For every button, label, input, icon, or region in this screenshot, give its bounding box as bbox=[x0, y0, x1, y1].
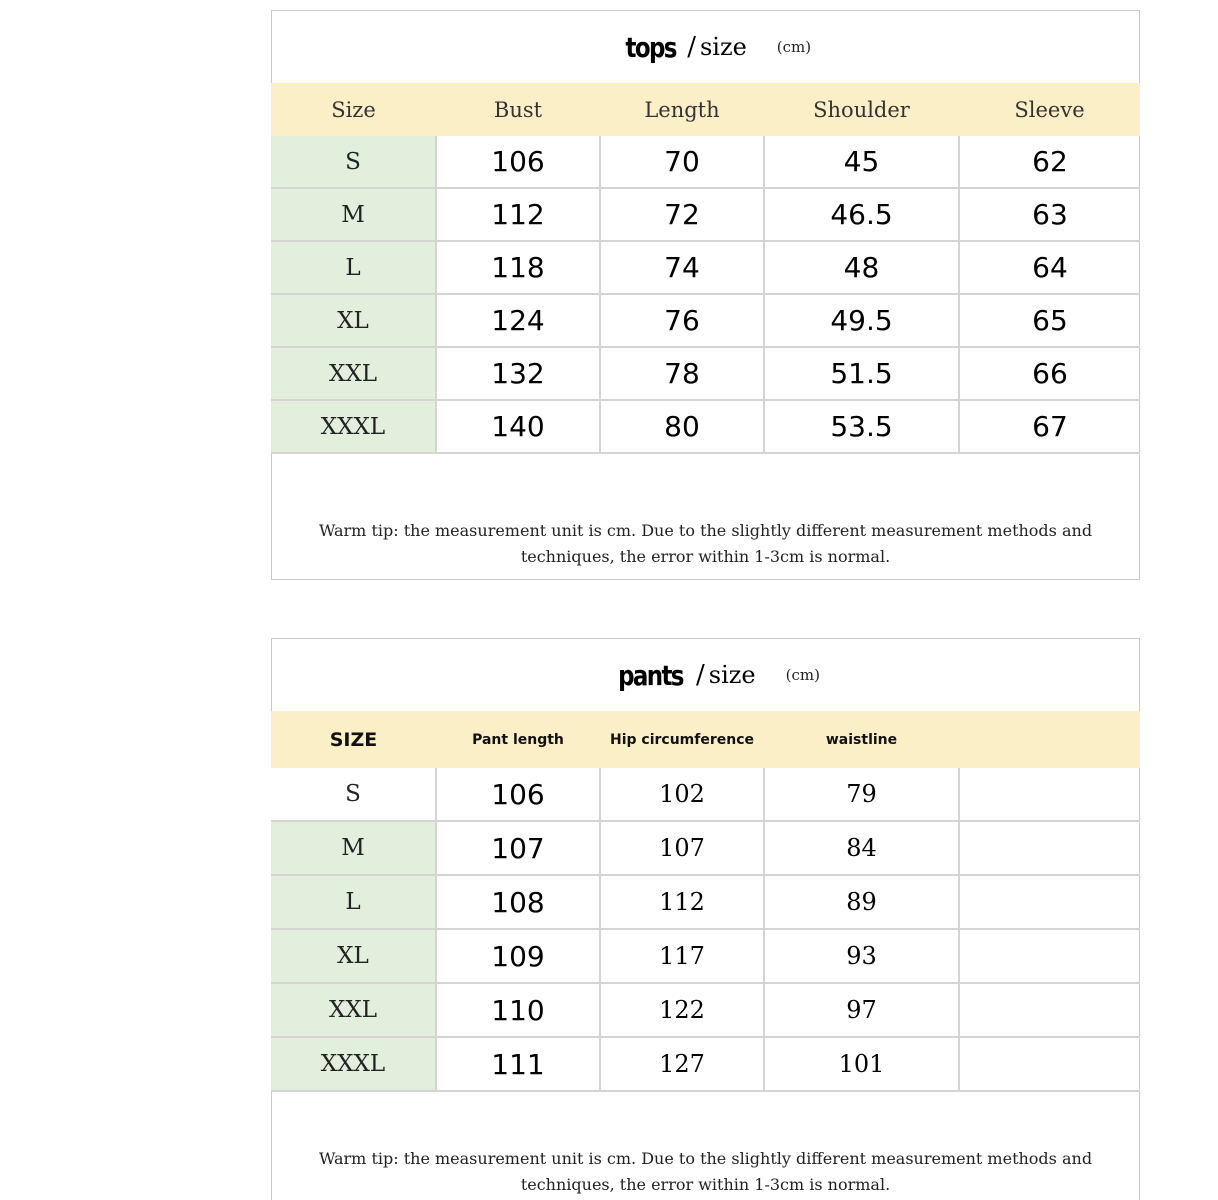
pant-length-cell: 106 bbox=[436, 768, 600, 821]
table-row bbox=[271, 875, 1140, 929]
bust-cell: 132 bbox=[436, 347, 600, 400]
size-cell: XXXL bbox=[271, 1037, 436, 1091]
length-cell: 80 bbox=[600, 400, 764, 453]
pants-title-size: size bbox=[708, 661, 756, 689]
pants-header-pant-length: Pant length bbox=[436, 711, 600, 768]
pants-title-unit: (cm) bbox=[785, 666, 820, 684]
size-cell: S bbox=[271, 768, 436, 821]
table-row bbox=[271, 188, 1140, 241]
table-row bbox=[271, 821, 1140, 875]
tops-header-shoulder: Shoulder bbox=[764, 83, 959, 136]
tops-header-size: Size bbox=[271, 83, 436, 136]
bust-cell: 118 bbox=[436, 241, 600, 294]
shoulder-cell: 45 bbox=[764, 136, 959, 188]
tops-header-bust: Bust bbox=[436, 83, 600, 136]
bust-cell: 112 bbox=[436, 188, 600, 241]
length-cell: 70 bbox=[600, 136, 764, 188]
waistline-cell: 93 bbox=[764, 929, 959, 983]
tops-title-main: tops bbox=[625, 30, 676, 64]
table-row bbox=[271, 768, 1140, 821]
size-cell: XXL bbox=[271, 347, 436, 400]
size-cell: XXXL bbox=[271, 400, 436, 453]
pants-measurement-note: Warm tip: the measurement unit is cm. Due to the slightly different measurement methods and techniques, the error within 1-3cm is normal. bbox=[318, 1149, 1093, 1194]
hip-cell: 117 bbox=[600, 929, 764, 983]
waistline-cell: 84 bbox=[764, 821, 959, 875]
pants-header-waistline: waistline bbox=[764, 711, 959, 768]
pants-header-row bbox=[271, 711, 1140, 768]
hip-cell: 122 bbox=[600, 983, 764, 1037]
tops-header-sleeve: Sleeve bbox=[959, 83, 1140, 136]
shoulder-cell: 46.5 bbox=[764, 188, 959, 241]
shoulder-cell: 48 bbox=[764, 241, 959, 294]
table-row bbox=[271, 929, 1140, 983]
pants-title-main: pants bbox=[618, 658, 683, 692]
pant-length-cell: 107 bbox=[436, 821, 600, 875]
tops-size-table bbox=[271, 83, 1140, 454]
length-cell: 78 bbox=[600, 347, 764, 400]
length-cell: 76 bbox=[600, 294, 764, 347]
shoulder-cell: 49.5 bbox=[764, 294, 959, 347]
waistline-cell: 101 bbox=[764, 1037, 959, 1091]
empty-cell bbox=[959, 1037, 1140, 1091]
waistline-cell: 89 bbox=[764, 875, 959, 929]
tops-header-row bbox=[271, 83, 1140, 136]
size-cell: L bbox=[271, 241, 436, 294]
hip-cell: 107 bbox=[600, 821, 764, 875]
tops-title-unit: (cm) bbox=[776, 38, 812, 56]
shoulder-cell: 51.5 bbox=[764, 347, 959, 400]
tops-chart-title bbox=[272, 11, 1139, 83]
pant-length-cell: 109 bbox=[436, 929, 600, 983]
tops-measurement-note: Warm tip: the measurement unit is cm. Due to the slightly different measurement methods and techniques, the error within 1-3cm is normal. bbox=[318, 521, 1093, 566]
sleeve-cell: 66 bbox=[959, 347, 1140, 400]
sleeve-cell: 62 bbox=[959, 136, 1140, 188]
table-row bbox=[271, 136, 1140, 188]
tops-size-chart bbox=[271, 10, 1140, 580]
pants-header-hip: Hip circumference bbox=[600, 711, 764, 768]
sleeve-cell: 64 bbox=[959, 241, 1140, 294]
tops-title-size: size bbox=[699, 33, 747, 61]
empty-cell bbox=[959, 768, 1140, 821]
length-cell: 74 bbox=[600, 241, 764, 294]
bust-cell: 140 bbox=[436, 400, 600, 453]
pant-length-cell: 108 bbox=[436, 875, 600, 929]
waistline-cell: 97 bbox=[764, 983, 959, 1037]
table-row bbox=[271, 400, 1140, 453]
empty-cell bbox=[959, 875, 1140, 929]
waistline-cell: 79 bbox=[764, 768, 959, 821]
size-cell: XXL bbox=[271, 983, 436, 1037]
bust-cell: 124 bbox=[436, 294, 600, 347]
sleeve-cell: 63 bbox=[959, 188, 1140, 241]
pants-chart-title bbox=[272, 639, 1139, 711]
pants-header-empty bbox=[959, 711, 1140, 768]
table-row bbox=[271, 294, 1140, 347]
pants-title-separator: / bbox=[695, 660, 705, 690]
size-cell: L bbox=[271, 875, 436, 929]
table-row bbox=[271, 1037, 1140, 1091]
size-cell: S bbox=[271, 136, 436, 188]
hip-cell: 112 bbox=[600, 875, 764, 929]
empty-cell bbox=[959, 983, 1140, 1037]
size-cell: XL bbox=[271, 929, 436, 983]
size-cell: M bbox=[271, 821, 436, 875]
bust-cell: 106 bbox=[436, 136, 600, 188]
table-row bbox=[271, 241, 1140, 294]
size-cell: M bbox=[271, 188, 436, 241]
pant-length-cell: 110 bbox=[436, 983, 600, 1037]
pants-size-chart bbox=[271, 638, 1140, 1200]
pants-header-size: SIZE bbox=[271, 711, 436, 768]
pant-length-cell: 111 bbox=[436, 1037, 600, 1091]
table-row bbox=[271, 347, 1140, 400]
table-row bbox=[271, 983, 1140, 1037]
tops-title-separator: / bbox=[687, 32, 696, 62]
hip-cell: 127 bbox=[600, 1037, 764, 1091]
tops-header-length: Length bbox=[600, 83, 764, 136]
hip-cell: 102 bbox=[600, 768, 764, 821]
pants-size-table bbox=[271, 711, 1140, 1092]
size-cell: XL bbox=[271, 294, 436, 347]
length-cell: 72 bbox=[600, 188, 764, 241]
empty-cell bbox=[959, 929, 1140, 983]
empty-cell bbox=[959, 821, 1140, 875]
sleeve-cell: 65 bbox=[959, 294, 1140, 347]
sleeve-cell: 67 bbox=[959, 400, 1140, 453]
shoulder-cell: 53.5 bbox=[764, 400, 959, 453]
